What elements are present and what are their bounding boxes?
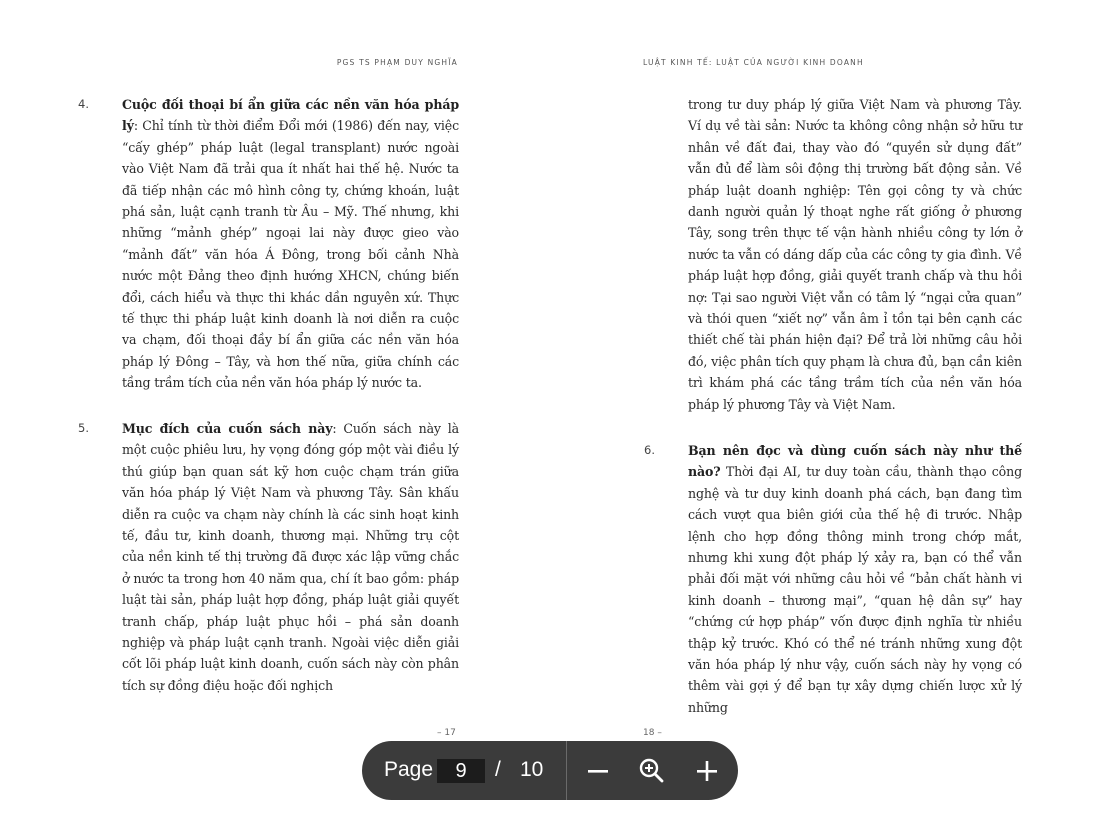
item-body <box>122 94 459 394</box>
right-running-header: LUẬT KINH TẾ: LUẬT CỦA NGƯỜI KINH DOANH <box>643 58 864 67</box>
continuation-paragraph <box>644 94 1022 415</box>
toolbar-divider <box>566 741 567 800</box>
item-number: 5. <box>78 421 89 435</box>
list-item-4 <box>78 94 459 394</box>
minus-icon <box>582 755 614 787</box>
item-text: : Chỉ tính từ thời điểm Đổi mới (1986) đến nay, việc “cấy ghép” pháp luật (legal transplant) nước ngoài vào Việt Nam đã trải qua ít nhất hai thế hệ. Nước ta đã tiếp nhận các mô hình công ty, chứng khoán, luật phá sản, luật cạnh tranh từ Âu – Mỹ. Thế nhưng, khi những “mảnh ghép” ngoại lai này được gieo vào “mảnh đất” văn hóa Á Đông, trong bối cảnh Nhà nước một Đảng theo định hướng XHCN, chúng biến đổi, cách hiểu và thực thi khác dần nguyên xứ. Thực tế thực thi pháp luật kinh doanh là nơi diễn ra cuộc va chạm, đối thoại đầy bí ẩn giữa các nền văn hóa pháp lý Đông – Tây, và hơn thế nữa, giữa chính các tầng trầm tích của nền văn hóa pháp lý nước ta. <box>122 118 459 391</box>
list-item-5 <box>78 418 459 696</box>
item-text: Thời đại AI, tư duy toàn cầu, thành thạo công nghệ và tư duy kinh doanh phá cách, bạn đang tìm cách vượt qua biên giới của thế hệ đi trước. Nhập lệnh cho hợp đồng thông minh trong chớp mắt, nhưng khi xung đột pháp lý xảy ra, bạn có thể vẫn phải đối mặt với những câu hỏi về “bản chất hành vi kinh doanh – thương mại”, “quan hệ dân sự” hay “chứng cứ hợp pháp” vốn được định nghĩa từ nhiều thập kỷ trước. Khó có thể né tránh những xung đột văn hóa pháp lý như vậy, cuốn sách này hy vọng có thêm vài gợi ý để bạn tự xây dựng chiến lược xử lý những <box>688 464 1022 715</box>
left-page <box>0 0 550 760</box>
pdf-toolbar <box>362 741 738 800</box>
list-item-6 <box>644 440 1022 718</box>
item-title: Mục đích của cuốn sách này <box>122 421 333 436</box>
item-body <box>688 440 1022 718</box>
item-text: : Cuốn sách này là một cuộc phiêu lưu, hy vọng đóng góp một vài điều lý thú giúp bạn quan sát kỹ hơn cuộc chạm trán giữa văn hóa pháp lý Việt Nam và phương Tây. Sân khấu diễn ra cuộc va chạm này chính là các sinh hoạt kinh tế, đầu tư, kinh doanh, thương mại. Những trụ cột của nền kinh tế thị trường đã được xác lập vững chắc ở nước ta trong hơn 40 năm qua, chí ít bao gồm: pháp luật tài sản, pháp luật hợp đồng, pháp luật giải quyết tranh chấp, pháp luật phục hồi – phá sản doanh nghiệp và pháp luật cạnh tranh. Ngoài việc diễn giải cốt lõi pháp luật kinh doanh, cuốn sách này còn phân tích sự đồng điệu hoặc đối nghịch <box>122 421 459 693</box>
zoom-in-button[interactable] <box>691 755 723 787</box>
zoom-out-button[interactable] <box>582 755 614 787</box>
page-separator: / <box>495 758 501 781</box>
item-title: Cuộc đối thoại bí ẩn giữa các nền văn hóa pháp lý <box>122 97 459 134</box>
total-pages: 10 <box>520 758 544 781</box>
plus-icon <box>691 755 723 787</box>
continuation-text: trong tư duy pháp lý giữa Việt Nam và phương Tây. Ví dụ về tài sản: Nước ta không công nhận sở hữu tư nhân về đất đai, thay vào đó “quyền sử dụng đất” vẫn đủ để làm sôi động thị trường bất động sản. Về pháp luật doanh nghiệp: Tên gọi công ty và chức danh người quản lý thoạt nghe rất giống ở phương Tây, song trên thực tế vận hành nhiều công ty lớn ở nước ta vẫn có dáng dấp của các công ty gia đình. Về pháp luật hợp đồng, giải quyết tranh chấp và thu hồi nợ: Tại sao người Việt vẫn có tâm lý “ngại cửa quan” và thói quen “xiết nợ” vẫn âm ỉ tồn tại bên cạnh các thiết chế tài phán hiện đại? Để trả lời những câu hỏi đó, việc phân tích quy phạm là chưa đủ, bạn cần kiên trì khám phá các tầng trầm tích của nền văn hóa pháp lý phương Tây và Việt Nam. <box>688 97 1022 412</box>
item-number: 4. <box>78 97 89 111</box>
zoom-magnifier-icon <box>636 755 668 787</box>
item-title: Bạn nên đọc và dùng cuốn sách này như thế nào? <box>688 443 1022 480</box>
zoom-fit-button[interactable] <box>636 755 668 787</box>
page-number-input[interactable] <box>437 759 485 783</box>
left-running-header: PGS TS PHẠM DUY NGHĨA <box>336 58 458 67</box>
right-page-number: 18 – <box>643 728 662 738</box>
left-page-number: – 17 <box>437 728 456 738</box>
item-number: 6. <box>644 443 655 457</box>
page-label: Page <box>384 758 434 781</box>
item-body <box>122 418 459 696</box>
